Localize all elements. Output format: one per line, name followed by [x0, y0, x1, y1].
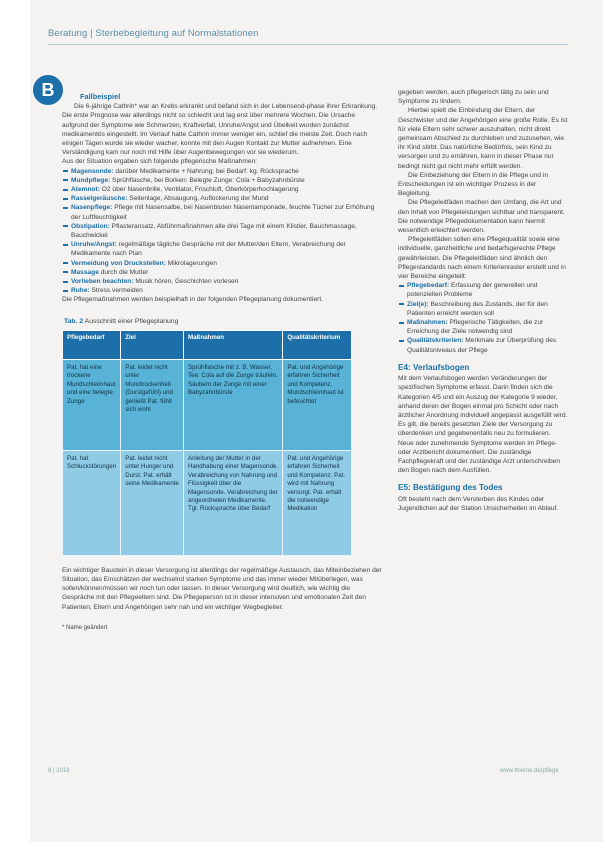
measure-text: Pflege mit Nasensalbe, bei Nasenbluten Nasentamponade, feuchte Tücher zur Erhöhung der Luftfeuchtigkeit [71, 204, 375, 221]
measure-item [62, 203, 382, 221]
criteria-text: Erfassung der generellen und potenziellen Probleme [407, 282, 538, 299]
measure-label: Ruhe: [71, 287, 90, 295]
table-row [63, 450, 352, 555]
measure-label: Vorlieben beachten: [71, 278, 134, 286]
measure-item [62, 286, 382, 295]
criteria-item [398, 281, 568, 299]
criteria-item [398, 318, 568, 336]
table-cell: Anleitung der Mutter in der Handhabung einer Magensonde. Verabreichung von Nahrung und Flüssigkeit über die Magensonde. Verabreichung der angeordneten Medikamente. Tgl. Rücksprache über Bedarf [183, 450, 282, 555]
measure-item [62, 240, 382, 258]
table-cell: Pat. hat Schluckstörungen [63, 450, 121, 555]
footer-url: www.thieme.de/pflege [500, 768, 559, 774]
running-header: Beratung | Sterbebegleitung auf Normalstationen [48, 28, 259, 39]
measure-label: Obstipation: [71, 222, 110, 230]
right-paragraph: Die Einbeziehung der Eltern in die Pflege und in Entscheidungen ist ein wichtiger Prozess in der Begleitung. [398, 171, 549, 198]
table-header-cell: Pflegebedarf [63, 330, 121, 359]
measure-label: Massage [71, 268, 99, 276]
measure-text: Mikrolagerungen [167, 259, 217, 267]
table-cell: Sprühflasche mit z. B. Wasser, Tee. Cola auf die Zunge träufeln. Säubern der Zunge mit einer Babyzahnbürste [183, 359, 282, 450]
measure-text: Musik hören, Geschichten vorlesen [135, 278, 239, 286]
criteria-text: Pflegerische Tätigkeiten, die zur Erreichung der Ziele notwendig sind [407, 319, 544, 336]
measure-label: Atemnot: [71, 186, 100, 194]
section-badge: B [33, 75, 63, 105]
measure-text: durch die Mutter [100, 268, 149, 276]
measure-label: Unruhe/Angst: [71, 241, 117, 249]
measure-text: Stress vermeiden [91, 287, 143, 295]
table-cell: Pat. hat eine trockene Mundschleimhaut und eine belegte Zunge [63, 359, 121, 450]
section-text: Mit dem Verlaufsbogen werden Veränderungen der spezifischen Symptome erfasst. Darin finden sich die Kategorien 4/5 und ein Auszug der Kategorie 9 wieder, anhand deren der Bogen einmal pro Schicht oder nach ärztlicher Anordnung individuell angepasst ausgefüllt wird. Es gilt, die bereits gesetzten Ziele der Versorgung zu überdenken und gegebenenfalls neu zu formulieren. Neue oder zunehmende Symptome werden im Pflege- oder Arztbericht dokumentiert. Die zuständige Fachpflegekraft und der zuständige Arzt unterschreiben den Bogen nach dem Ausfüllen. [398, 375, 568, 475]
criteria-label: Maßnahmen: [407, 319, 448, 327]
section-text: Oft besteht nach dem Versterben des Kindes oder Jugendlichen auf der Station Unsicherheiten im Ablauf. [398, 495, 559, 512]
measure-item [62, 259, 382, 268]
measure-item [62, 277, 382, 286]
measure-text: O2 über Nasenbrille, Ventilator, Frischluft, Oberkörperhochlagerung [101, 186, 299, 194]
left-column [62, 92, 382, 633]
case-paragraph: Aus der Situation ergaben sich folgende pflegerische Maßnahmen: [62, 158, 258, 166]
measure-label: Rasselgeräusche: [71, 195, 128, 203]
table-cell: Pat. leidet nicht unter Hunger und Durst. Pat. erhält seine Medikamente [121, 450, 184, 555]
table-header-cell: Ziel [121, 330, 184, 359]
measure-label: Nasenpflege: [71, 204, 113, 212]
measure-item [62, 194, 382, 203]
header-rule [48, 44, 568, 45]
criteria-item [398, 300, 568, 318]
measure-text: regelmäßige tägliche Gespräche mit der Mutter/den Eltern, Verabreichung der Medikamente nach Plan [71, 241, 346, 258]
measure-label: Mundpflege: [71, 176, 111, 184]
measure-item [62, 176, 382, 185]
criteria-text: Merkmale zur Überprüfung des Qualitätsniveaus der Pflege [407, 337, 557, 354]
measures-list [62, 167, 382, 296]
page-margin [0, 0, 30, 842]
measure-item [62, 167, 382, 176]
table-header-cell: Qualitätskriterium [283, 330, 352, 359]
table-header-row [63, 330, 352, 359]
criteria-list [398, 281, 568, 355]
after-table-text: Ein wichtiger Baustein in dieser Versorgung ist allerdings der regelmäßige Austausch, das Miteinbeziehen der Situation, das Einschätzen der wechselnd starken Symptome und das immer wieder Mitüberlegen, was sollen/können/müssen wir noch tun oder lassen. In dieser Versorgung wird deutlich, wie wichtig die Gespräche mit den Pflegeeltern sind. Die Pflegeperson ist in dieser intensiven und emotionalen Zeit den Patienten, Eltern und Angehörigen sehr nah und ein wichtiger Wegbegleiter. [62, 566, 382, 611]
measure-text: Sprühflasche, bei Borken: Belegte Zunge: Cola + Babyzahnbürste [112, 176, 305, 184]
table-cell: Pat. und Angehörige erfahren Sicherheit und Kompetenz. Mundschleimhaut ist befeuchtet [283, 359, 352, 450]
table-caption [64, 317, 382, 326]
section-heading: E5: Bestätigung des Todes [398, 483, 503, 493]
measure-text: Seitenlage, Absaugung, Auflockerung der Mund [129, 195, 269, 203]
criteria-text: Beschreibung des Zustands, der für den Patienten erreicht werden soll [407, 300, 548, 317]
measure-label: Magensonde: [71, 167, 114, 175]
table-caption-text: Ausschnitt einer Pflegeplanung [84, 317, 179, 325]
table-row [63, 359, 352, 450]
care-plan-table [62, 330, 352, 556]
case-closing: Die Pflegemaßnahmen werden beispielhaft in der folgenden Pflegeplanung dokumentiert. [62, 296, 323, 304]
section-heading: E4: Verlaufsbogen [398, 362, 470, 372]
measure-text: Pflasteransatz, Abführmaßnahmen alle drei Tage mit einem Klistier, Bauchmassage, Bauchwickel [71, 222, 357, 240]
care-plan-table-block [62, 317, 382, 556]
case-paragraph: Die 6-jährige Cathrin* war an Krebs erkrankt und befand sich in der Lebensend-phase ihrer Erkrankung. Die erste Prognose war allerdings nicht so schlecht und lag erst über mehrere Wochen. Die Ursache aufgrund der Symptome wie Schmerzen, Kraftverfall, Unruhe/Angst und Übelkeit wurden zunächst medikamentös eingestellt. Im Verlauf hatte Cathrin immer weniger ein, schlief die meiste Zeit. Doch nach einigen Tagen wurde sie wieder wacher, konnte mit den Augen Kontakt zur Mutter aufnehmen. Eine Verständigung kam nur noch mit Hilfe über Augenbewegungen vor sie wiederum. [62, 103, 378, 157]
table-cell: Pat. leidet nicht unter Mundtrockenheit (Durstgefühl) und genießt Pat. fühlt sich wohl [121, 359, 184, 450]
right-paragraph: gegeben werden, auch pflegerisch tätig zu sein und Symptome zu lindern. [398, 89, 549, 106]
table-cell: Pat. und Angehörige erfahren Sicherheit und Kompetenz. Pat. wird mit Nahrung versorgt. Pat. erhält die notwendige Medikation [283, 450, 352, 555]
right-paragraph: Die Pflegeleitfäden machen den Umfang, die Art und den Inhalt von Pflegeleistungen sichtbar und transparent. Die notwendige Pflegedokumentation kann hiermit wesentlich erleichtert werden. [398, 199, 565, 235]
table-header-cell: Maßnahmen [183, 330, 282, 359]
measure-item [62, 185, 382, 194]
right-column [398, 88, 568, 513]
measure-text: darüber Medikamente + Nahrung; bei Bedarf: kg. Rücksprache [115, 167, 299, 175]
right-paragraph: Pflegeleitfäden sollen eine Pflegequalität sowie eine individuelle, ganzheitliche und bedarfsgerechte Pflege gewährleisten. Die Pflegeleitfäden sind ähnlich den Pflegestandards nach einem Kriterienraster erstellt und in vier Bereiche eingeteilt: [398, 236, 566, 281]
measure-item [62, 222, 382, 240]
table-caption-label: Tab. 2 [64, 317, 84, 325]
measure-item [62, 268, 382, 277]
footer-issue: 8 | 2018 [48, 768, 70, 774]
footnote: * Name geändert [62, 624, 108, 631]
criteria-label: Pflegebedarf: [407, 282, 450, 290]
criteria-label: Qualitätskriterien: [407, 337, 464, 345]
criteria-label: Ziel(e): [407, 300, 429, 308]
case-text [62, 102, 382, 166]
case-title: Fallbeispiel [80, 92, 121, 101]
right-paragraph: Hierbei spielt die Einbindung der Eltern, der Geschwister und der Angehörigen eine große Rolle. Es ist für viele Eltern sehr schwer auszuhalten, nicht direkt gemeinsam Abschied zu durchleben und zuzusehen, wie ihr Kind stirbt. Das natürliche Bedürfnis, sein Kind zu versorgen und zu ernähren, kann in dieser Phase nur bedingt nicht gut nicht mehr erfüllt werden. [398, 107, 568, 170]
measure-label: Vermeidung von Druckstellen: [71, 259, 166, 267]
criteria-item [398, 336, 568, 354]
